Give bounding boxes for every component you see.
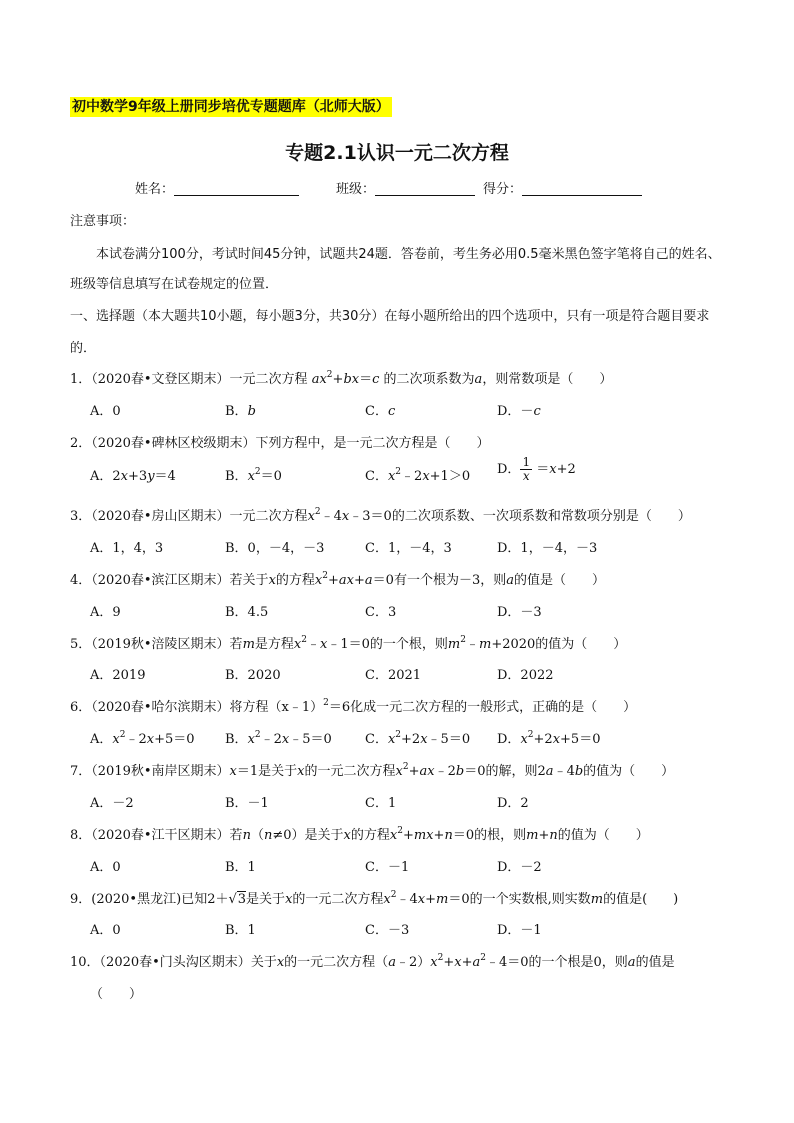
option-c[interactable]: C．3 [365, 605, 397, 620]
score-label: 得分： [483, 182, 523, 197]
series-banner: 初中数学9年级上册同步培优专题题库（北师大版） [72, 99, 390, 115]
option-a[interactable]: A．0 [90, 923, 121, 938]
question-5: 5．（2019秋•涪陵区期末）若m是方程$x^2﹣x﹣1=0$的一个根，则$m^2﹣m+2020$的值为（ ） [70, 635, 627, 652]
option-b[interactable]: B．1 [225, 860, 256, 875]
question-10-answer-blank: （ ） [90, 987, 143, 1002]
option-d[interactable]: D．－1 [497, 923, 542, 938]
option-c[interactable]: C．$x^2﹣2x+1>0$ [365, 467, 471, 484]
question-4: 4．（2020春•滨江区期末）若关于x的方程$x^2+ax+a=0$有一个根为－3，则a的值是（ ） [70, 571, 606, 588]
option-a[interactable]: A．－2 [90, 796, 134, 811]
question-5-options [90, 664, 730, 684]
option-a[interactable]: A．0 [90, 860, 121, 875]
option-d[interactable]: D． $\frac{1}{x}$ ＝x+2 [497, 455, 576, 483]
option-c[interactable]: C．2021 [365, 668, 422, 683]
option-a[interactable]: A．2x+3y＝4 [90, 469, 176, 484]
option-b[interactable]: B．$x^2=0$ [225, 467, 282, 484]
name-label: 姓名： [135, 182, 175, 197]
option-c[interactable]: C．－3 [365, 923, 410, 938]
option-a[interactable]: A．$x^2﹣2x+5=0$ [90, 730, 195, 747]
class-field[interactable] [336, 178, 475, 197]
notes-heading: 注意事项： [70, 214, 136, 229]
option-b[interactable]: B．1 [225, 923, 256, 938]
option-d[interactable]: D．－3 [497, 605, 542, 620]
score-blank[interactable] [522, 181, 642, 196]
question-8: 8．（2020春•江干区期末）若n（n≠0）是关于x的方程$x^2+mx+n=0$的根，则m+n的值为（ ） [70, 826, 649, 843]
question-7-options [90, 792, 730, 812]
section-heading: 一、选择题（本大题共10小题，每小题3分，共30分）在每小题所给出的四个选项中，只有一项是符合题目要求的． [70, 309, 710, 356]
option-a[interactable]: A．9 [90, 605, 121, 620]
option-c[interactable]: C．$x^2+2x﹣5=0$ [365, 730, 471, 747]
option-c[interactable]: C．－1 [365, 860, 410, 875]
option-c[interactable]: C．c [365, 404, 396, 419]
option-d[interactable]: D．1，－4，－3 [497, 541, 598, 556]
name-blank[interactable] [174, 181, 299, 196]
option-d[interactable]: D．$x^2+2x+5=0$ [497, 730, 601, 747]
question-4-options [90, 601, 730, 621]
question-3-options [90, 537, 730, 557]
option-b[interactable]: B．0，－4，－3 [225, 541, 325, 556]
page-title: 专题2.1认识一元二次方程 [285, 142, 509, 164]
question-1-options [90, 400, 730, 420]
question-3: 3．（2020春•房山区期末）一元二次方程$x^2﹣4x﹣3=0$的二次项系数、一次项系数和常数项分别是（ ） [70, 507, 691, 524]
question-9: 9．(2020•黑龙江)已知2＋√3是关于x的一元二次方程$x^2﹣4x+m=0$的一个实数根,则实数m的值是( ) [70, 890, 679, 907]
option-a[interactable]: A．1，4，3 [90, 541, 164, 556]
option-a[interactable]: A．0 [90, 404, 121, 419]
question-7: 7．（2019秋•南岸区期末）x＝1是关于x的一元二次方程$x^2+ax﹣2b=0$的解，则2a﹣4b的值为（ ） [70, 762, 675, 779]
option-c[interactable]: C．1，－4，3 [365, 541, 452, 556]
option-b[interactable]: B．2020 [225, 668, 281, 683]
score-field[interactable] [483, 178, 642, 197]
question-10: 10．（2020春•门头沟区期末）关于x的一元二次方程$(a﹣2)x^2+x+a^2﹣4=0$的一个根是0，则a的值是 [70, 953, 675, 970]
option-b[interactable]: B．－1 [225, 796, 269, 811]
question-8-options [90, 856, 730, 876]
question-6-options [90, 728, 730, 748]
option-d[interactable]: D．2022 [497, 668, 554, 683]
option-c[interactable]: C．1 [365, 796, 397, 811]
notes-body: 本试卷满分100分，考试时间45分钟，试题共24题．答卷前，考生务必用0.5毫米黑色签字笔将自己的姓名、班级等信息填写在试卷规定的位置． [70, 247, 721, 292]
question-2: 2．（2020春•碑林区校级期末）下列方程中，是一元二次方程是（ ） [70, 436, 490, 451]
option-d[interactable]: D．2 [497, 796, 529, 811]
question-2-options [90, 455, 730, 485]
option-a[interactable]: A．2019 [90, 668, 146, 683]
question-9-options [90, 919, 730, 939]
option-b[interactable]: B．$x^2﹣2x﹣5=0$ [225, 730, 332, 747]
question-6: 6．（2020春•哈尔滨期末）将方程（x﹣1）$^2$＝6化成一元二次方程的一般形式，正确的是（ ） [70, 698, 637, 715]
option-d[interactable]: D．－2 [497, 860, 542, 875]
option-b[interactable]: B．b [225, 404, 256, 419]
question-1: 1．（2020春•文登区期末）一元二次方程 $ax^2+bx=c$ 的二次项系数为a，则常数项是（ ） [70, 370, 613, 387]
class-blank[interactable] [375, 181, 475, 196]
option-d[interactable]: D．－c [497, 404, 541, 419]
option-b[interactable]: B．4.5 [225, 605, 269, 620]
class-label: 班级： [336, 182, 376, 197]
name-field[interactable] [135, 178, 299, 197]
